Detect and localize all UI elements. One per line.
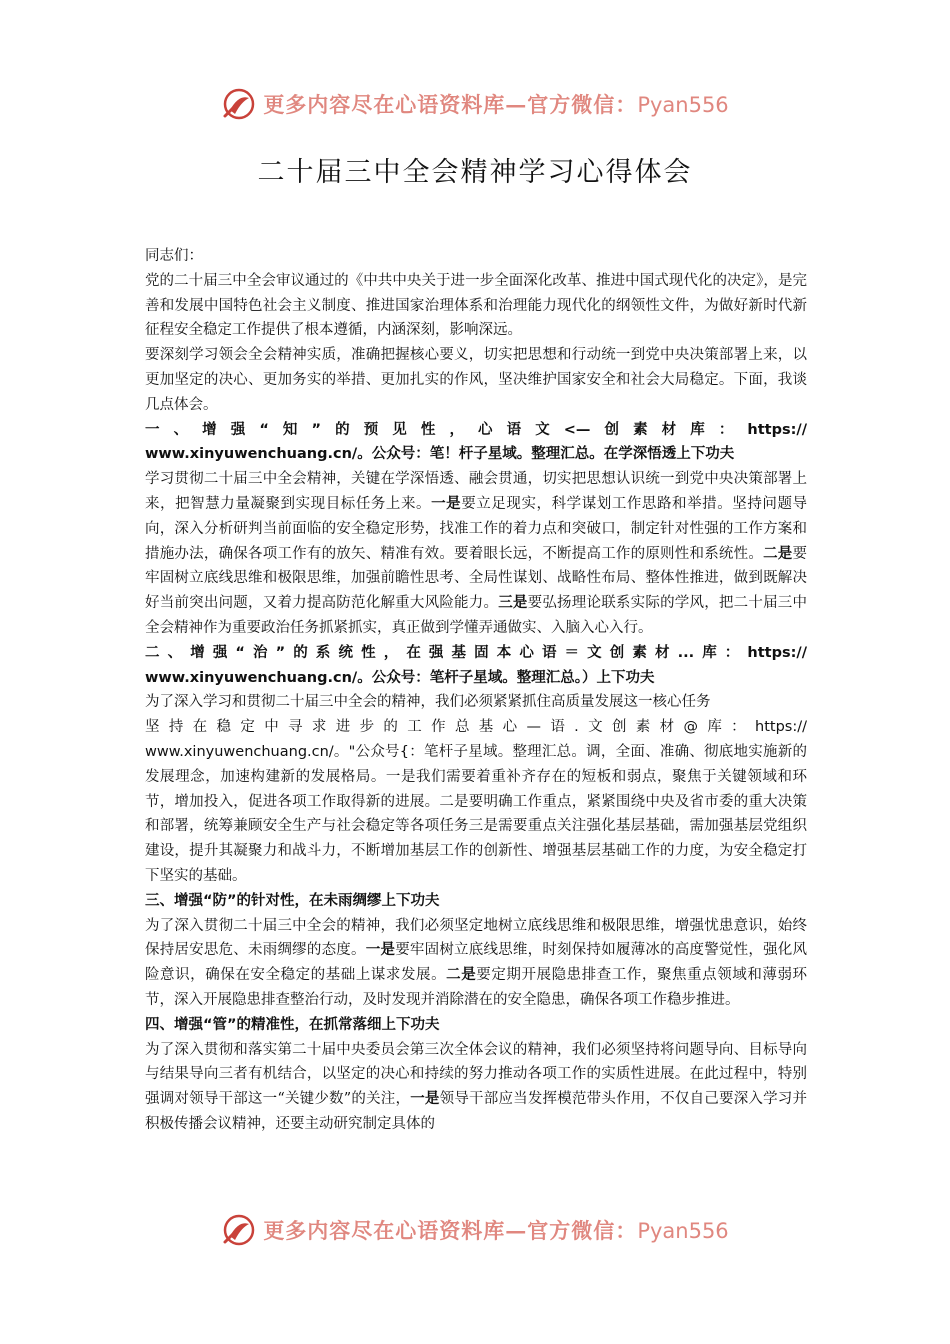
document-body: [145, 244, 807, 1137]
banner-text: 更多内容尽在心语资料库—官方微信：Pyan556: [263, 1218, 729, 1243]
section-1-heading-line-2: www.xinyuwenchuang.cn/。公众号：笔！杆子星域。整理汇总。在学深悟透上下功夫: [145, 446, 735, 463]
banner-text: 更多内容尽在心语资料库—官方微信：Pyan556: [263, 92, 729, 117]
section-1-heading-line-1: 一、增强“知”的预见性，心语文<—创素材库：https://: [145, 421, 807, 438]
banner-wechat-id: Pyan556: [637, 1219, 729, 1243]
section-4-paragraph: 为了深入贯彻和落实第二十届中央委员会第三次全体会议的精神，我们必须坚持将问题导向、目标导向与结果导向三者有机结合，以坚定的决心和持续的努力推动各项工作的实质性进展。在此过程中，特别强调对领导干部这一“关键少数”的关注，一是领导干部应当发挥模范带头作用，不仅自己要深入学习并积极传播会议精神，还要主动研究制定具体的: [145, 1041, 808, 1132]
section-4-heading: 四、增强“管”的精准性，在抓常落细上下功夫: [145, 1016, 440, 1033]
section-3-heading: 三、增强“防”的针对性，在未雨绸缪上下功夫: [145, 892, 440, 909]
banner-wechat-id: Pyan556: [637, 93, 729, 117]
intro-paragraph-2: 要深刻学习领会全会精神实质，准确把握核心要义，切实把思想和行动统一到党中央决策部署上来，以更加坚定的决心、更加务实的举措、更加扎实的作风，坚决维护国家安全和社会大局稳定。下面，我谈几点体会。: [145, 347, 807, 413]
section-2-heading-line-1: 二、增强“治”的系统性，在强基固本心语＝文创素材...库：https://: [145, 644, 807, 661]
document-title: 二十届三中全会精神学习心得体会: [257, 157, 693, 188]
section-2-heading-line-2: www.xinyuwenchuang.cn/。公众号：笔杆子星域。整理汇总。）上下功夫: [145, 669, 655, 686]
brand-logo-icon: [221, 1212, 257, 1248]
brand-logo-icon: [221, 86, 257, 122]
section-2-line-2: 坚持在稳定中寻求进步的工作总基心—语.文创素材@库：https://: [145, 719, 807, 736]
footer-banner: [0, 1210, 950, 1250]
intro-paragraph-1: 党的二十届三中全会审议通过的《中共中央关于进一步全面深化改革、推进中国式现代化的决定》，是完善和发展中国特色社会主义制度、推进国家治理体系和治理能力现代化的纲领性文件，为做好新时代新征程安全稳定工作提供了根本遵循，内涵深刻，影响深远。: [145, 272, 807, 339]
section-1-paragraph: 学习贯彻二十届三中全会精神，关键在学深悟透、融会贯通，切实把思想认识统一到党中央决策部署上来，把智慧力量凝聚到实现目标任务上来。一是要立足现实，科学谋划工作思路和举措。坚持问题导向，深入分析研判当前面临的安全稳定形势，找准工作的着力点和突破口，制定针对性强的工作方案和措施办法，确保各项工作有的放矢、精准有效。要着眼长远，不断提高工作的原则性和系统性。二是要牢固树立底线思维和极限思维，加强前瞻性思考、全局性谋划、战略性布局、整体性推进，做到既解决好当前突出问题，又着力提高防范化解重大风险能力。三是要弘扬理论联系实际的学风，把二十届三中全会精神作为重要政治任务抓紧抓实，真正做到学懂弄通做实、入脑入心入行。: [145, 471, 808, 636]
section-2-line-1: 为了深入学习和贯彻二十届三中全会的精神，我们必须紧紧抓住高质量发展这一核心任务: [145, 694, 711, 711]
section-3-paragraph: 为了深入贯彻二十届三中全会的精神，我们必须坚定地树立底线思维和极限思维，增强忧患意识，始终保持居安思危、未雨绸缪的态度。一是要牢固树立底线思维，时刻保持如履薄冰的高度警觉性，强化风险意识，确保在安全稳定的基础上谋求发展。二是要定期开展隐患排查工作，聚焦重点领域和薄弱环节，深入开展隐患排查整治行动，及时发现并消除潜在的安全隐患，确保各项工作稳步推进。: [145, 917, 808, 1008]
greeting: 同志们：: [145, 248, 203, 264]
header-banner: [0, 84, 950, 124]
section-2-paragraph: www.xinyuwenchuang.cn/。"公众号{：笔杆子星域。整理汇总。调，全面、准确、彻底地实施新的发展理念，加速构建新的发展格局。一是我们需要着重补齐存在的短板和弱点，聚焦于关键领域和环节，增加投入，促进各项工作取得新的进展。二是要明确工作重点，紧紧围绕中央及省市委的重大决策和部署，统筹兼顾安全生产与社会稳定等各项任务三是需要重点关注强化基层基础，需加强基层党组织建设，提升其凝聚力和战斗力，不断增加基层工作的创新性、增强基层基础工作的力度，为安全稳定打下坚实的基础。: [145, 743, 807, 884]
